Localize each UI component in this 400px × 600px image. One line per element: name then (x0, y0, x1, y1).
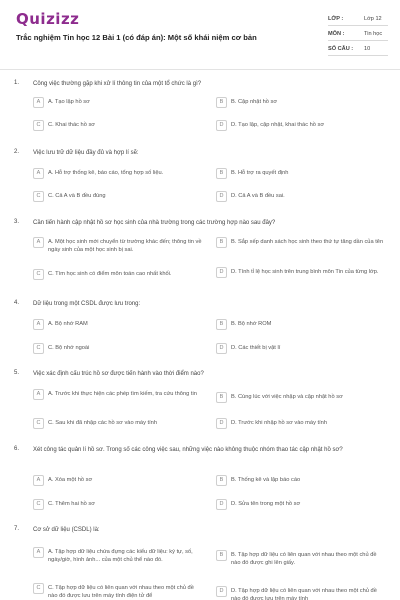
worksheet-title: Trắc nghiệm Tin học 12 Bài 1 (có đáp án): Một số khái niệm cơ bản (16, 33, 257, 42)
option-letter-badge: B (216, 237, 227, 248)
question-text: Cần tiến hành cập nhật hồ sơ học sinh của nhà trường trong các trường hợp nào sau đây? (33, 220, 276, 226)
meta-divider (328, 25, 388, 26)
option-letter-badge: A (33, 389, 44, 400)
option-letter-badge: A (33, 97, 44, 108)
option-letter-badge: C (33, 583, 44, 594)
option-text: D. Tính tỉ lệ học sinh trên trung bình môn Tin của từng lớp. (231, 269, 379, 275)
option-letter-badge: B (216, 392, 227, 403)
option-letter-badge: D (216, 418, 227, 429)
option-text: A. Hỗ trợ thống kê, báo cáo, tổng hợp số liệu. (48, 170, 164, 176)
option-text: B. Bộ nhớ ROM (231, 321, 272, 327)
question-number: 3. (14, 219, 20, 225)
option-text: D. Tạo lập, cập nhật, khai thác hồ sơ (231, 122, 325, 128)
meta-divider (328, 40, 388, 41)
option-letter-badge: D (216, 120, 227, 131)
meta-label: LỚP : (328, 16, 344, 22)
option-letter-badge: B (216, 97, 227, 108)
option-letter-badge: D (216, 267, 227, 278)
option-text: C. Cả A và B đều đúng (48, 193, 106, 199)
question-number: 6. (14, 446, 20, 452)
option-text: B. Tập hợp dữ liệu có liên quan với nhau theo một chủ đề nào đó được ghi lên giấy. (231, 552, 377, 566)
option-text: A. Tạo lập hồ sơ (48, 99, 90, 105)
option-text: D. Các thiết bị vật lí (231, 345, 281, 351)
option-text: C. Khai thác hồ sơ (48, 122, 96, 128)
question-number: 5. (14, 370, 20, 376)
option-letter-badge: C (33, 269, 44, 280)
option-text: A. Bộ nhớ RAM (48, 321, 88, 327)
option-letter-badge: C (33, 499, 44, 510)
option-text: A. Xóa một hồ sơ (48, 477, 93, 483)
option-letter-badge: A (33, 319, 44, 330)
question-text: Việc lưu trữ dữ liệu đầy đủ và hợp lí sẽ: (33, 150, 139, 156)
question-number: 1. (14, 80, 20, 86)
question-text: Xét công tác quản lí hồ sơ. Trong số các công việc sau, những việc nào không thuộc nhóm thao tác cập nhật hồ sơ? (33, 447, 343, 453)
meta-label: SỐ CÂU : (328, 46, 354, 52)
meta-label: MÔN : (328, 31, 345, 37)
option-letter-badge: D (216, 499, 227, 510)
option-text: D. Trước khi nhập hồ sơ vào máy tính (231, 420, 327, 426)
option-text: C. Tìm học sinh có điểm môn toán cao nhất khối. (48, 271, 172, 277)
option-letter-badge: D (216, 191, 227, 202)
question-number: 2. (14, 149, 20, 155)
option-letter-badge: A (33, 168, 44, 179)
option-letter-badge: B (216, 168, 227, 179)
option-text: D. Sửa tên trong một hồ sơ (231, 501, 301, 507)
option-text: B. Hỗ trợ ra quyết định (231, 170, 289, 176)
meta-value: Tin học (364, 31, 383, 37)
meta-value: Lớp 12 (364, 16, 382, 22)
option-text: B. Cùng lúc với việc nhập và cập nhật hồ sơ (231, 394, 343, 400)
option-text: C. Thêm hai hồ sơ (48, 501, 95, 507)
question-number: 7. (14, 526, 20, 532)
option-text: A. Trước khi thực hiện các phép tìm kiếm, tra cứu thông tin (48, 391, 197, 397)
option-letter-badge: A (33, 237, 44, 248)
option-text: C. Bộ nhớ ngoài (48, 345, 90, 351)
question-text: Việc xác định cấu trúc hồ sơ được tiến hành vào thời điểm nào? (33, 371, 204, 377)
option-text: B. Thống kê và lập báo cáo (231, 477, 301, 483)
option-text: D. Tập hợp dữ liệu có liên quan với nhau theo một chủ đề nào đó được lưu trên máy tính (231, 588, 377, 600)
option-text: A. Một học sinh mới chuyển từ trường khác đến; thông tin về ngày sinh của một học sinh bị sai. (48, 239, 202, 253)
option-letter-badge: A (33, 547, 44, 558)
question-number: 4. (14, 300, 20, 306)
option-letter-badge: B (216, 319, 227, 330)
option-text: A. Tập hợp dữ liệu chứa đựng các kiểu dữ liệu: ký tự, số, ngày/giờ, hình ảnh... của một chủ thể nào đó. (48, 549, 193, 563)
option-letter-badge: B (216, 475, 227, 486)
option-letter-badge: D (216, 343, 227, 354)
option-letter-badge: A (33, 475, 44, 486)
option-letter-badge: C (33, 191, 44, 202)
meta-value: 10 (364, 46, 371, 52)
option-letter-badge: B (216, 550, 227, 561)
option-text: C. Sau khi đã nhập các hồ sơ vào máy tính (48, 420, 158, 426)
option-letter-badge: C (33, 343, 44, 354)
option-letter-badge: C (33, 120, 44, 131)
option-letter-badge: D (216, 586, 227, 597)
question-text: Công việc thường gặp khi xử lí thông tin của một tổ chức là gì? (33, 81, 202, 87)
option-text: B. Sắp xếp danh sách học sinh theo thứ tự tăng dần của tên (231, 239, 384, 245)
worksheet-header (0, 0, 400, 70)
meta-divider (328, 55, 388, 56)
option-text: D. Cả A và B đều sai. (231, 193, 285, 199)
option-text: C. Tập hợp dữ liệu có liên quan với nhau theo một chủ đề nào đó được lưu trên máy tính điện tử để (48, 585, 194, 599)
quizizz-logo: Quizizz (16, 10, 80, 28)
option-text: B. Cập nhật hồ sơ (231, 99, 278, 105)
question-text: Dữ liệu trong một CSDL được lưu trong: (33, 301, 141, 307)
option-letter-badge: C (33, 418, 44, 429)
question-text: Cơ sở dữ liệu (CSDL) là: (33, 527, 100, 533)
